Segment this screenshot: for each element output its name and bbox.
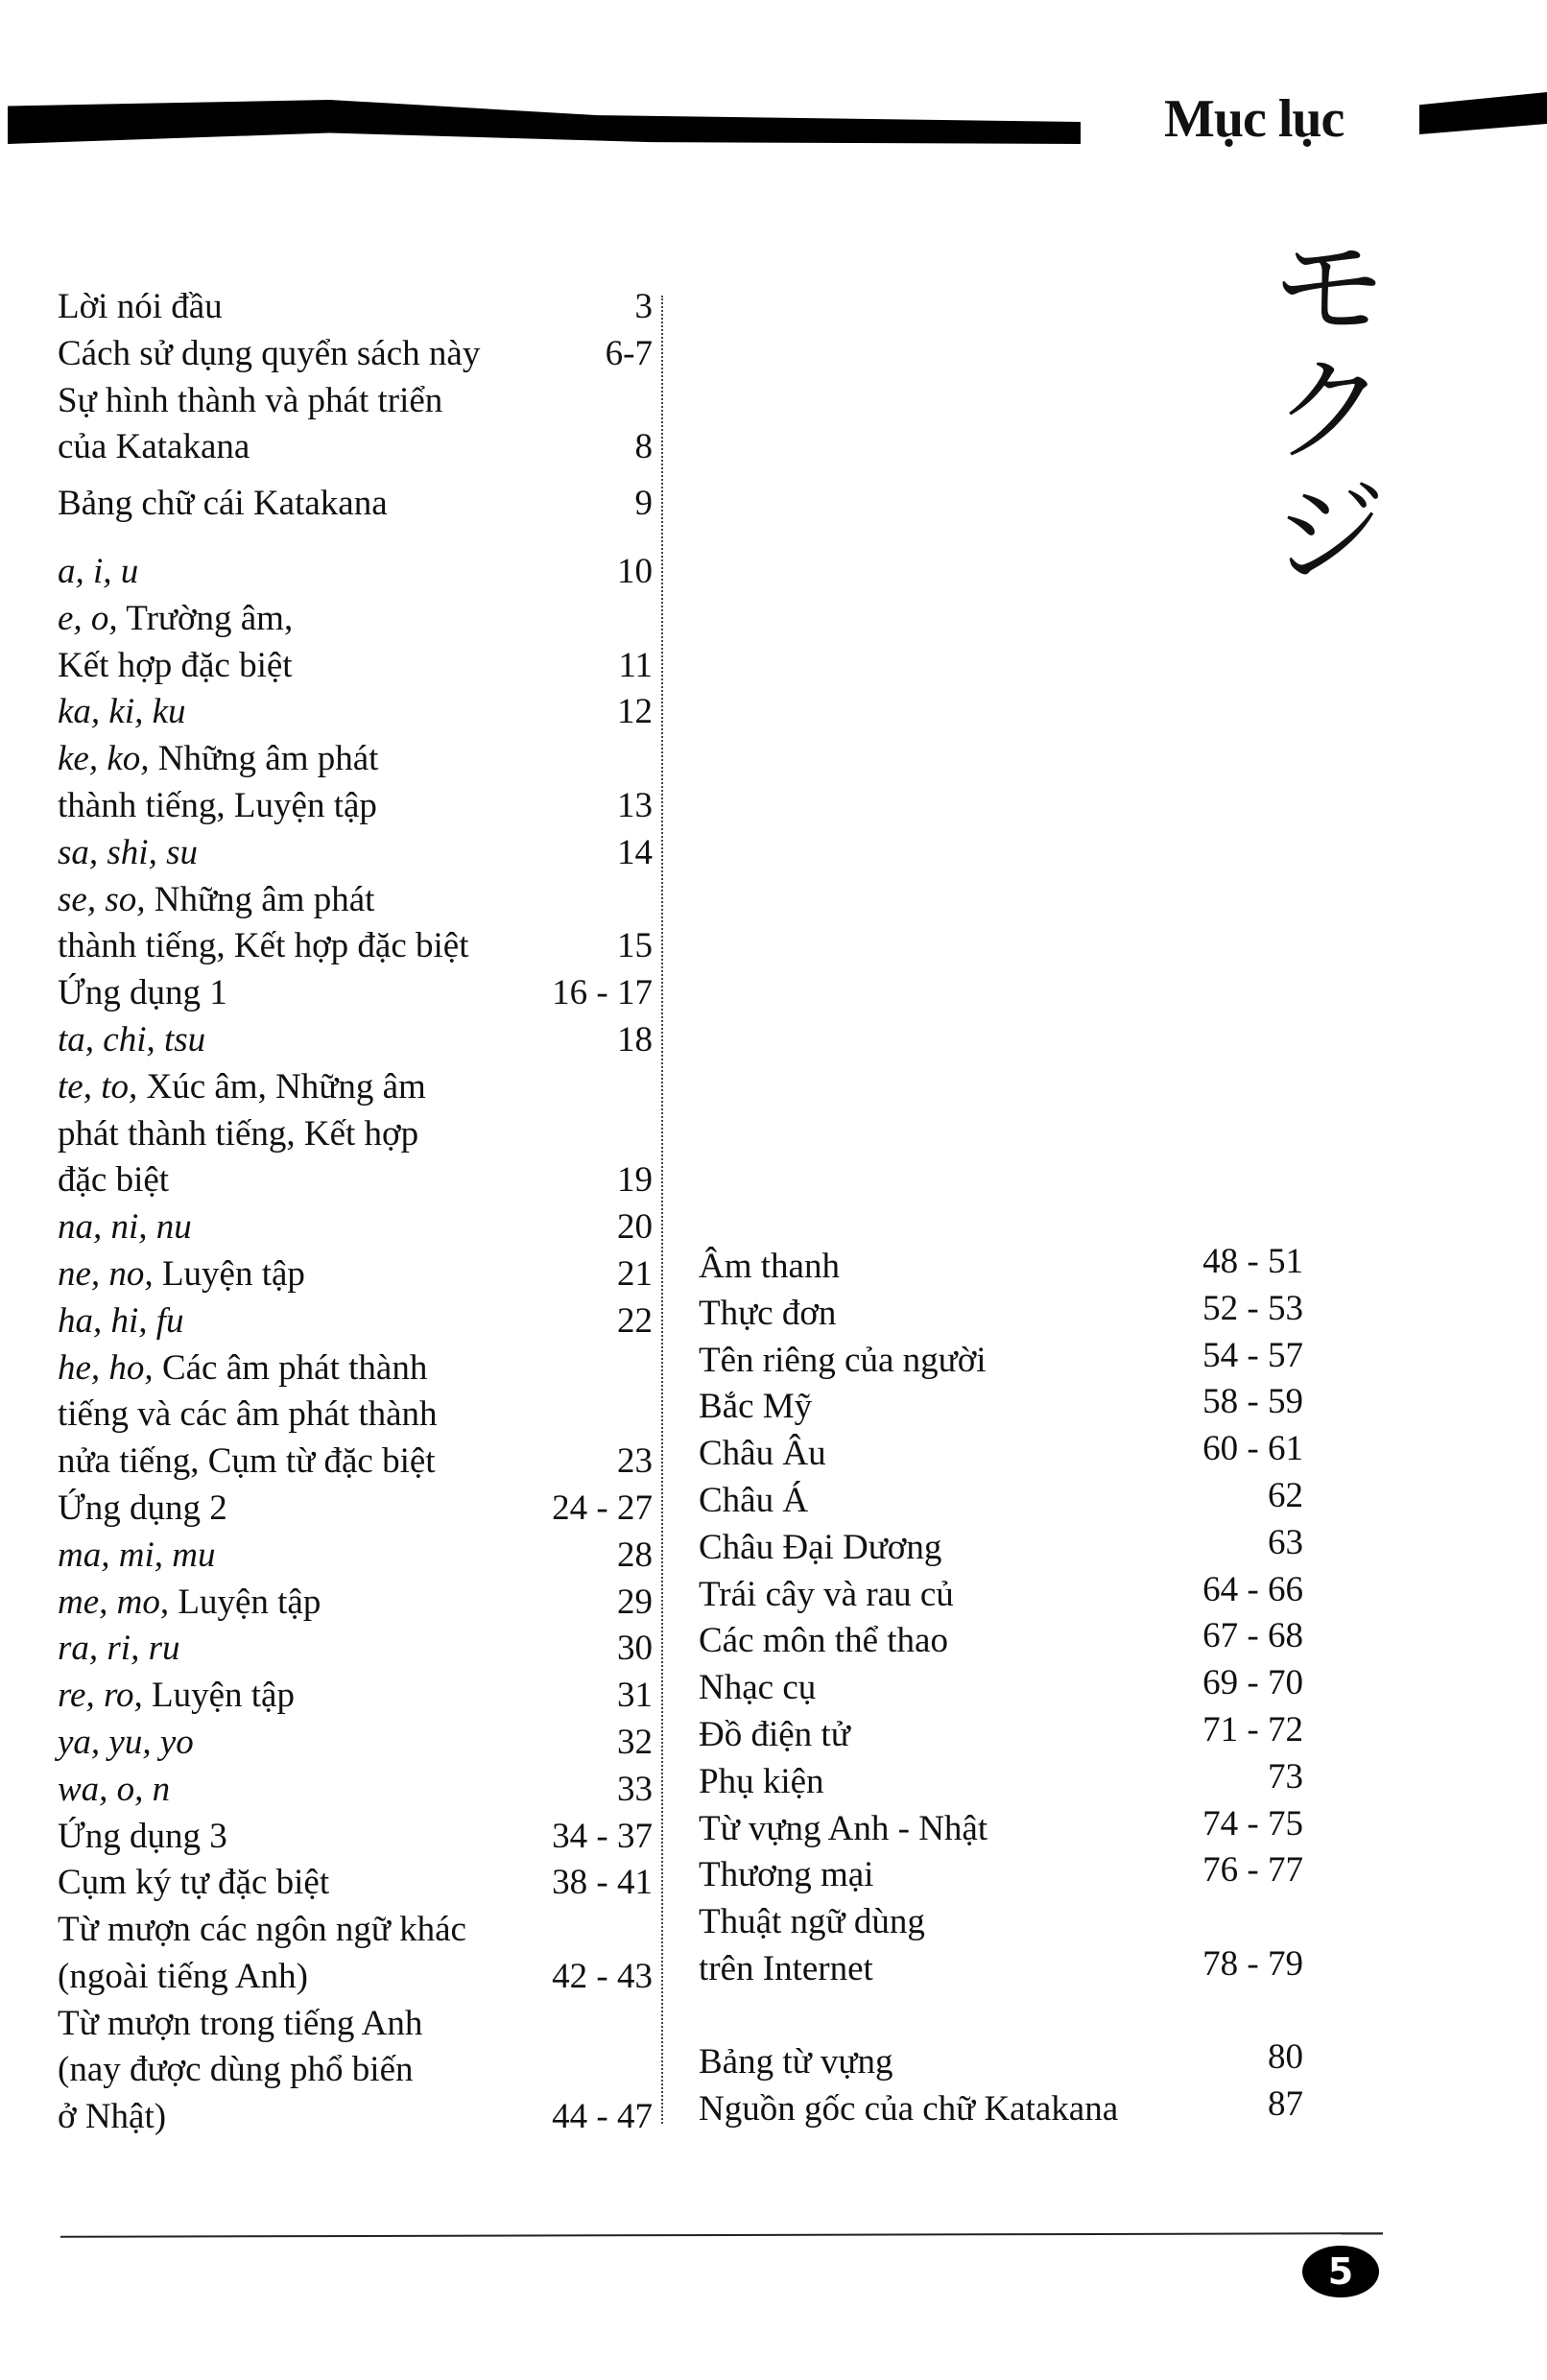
toc-entry	[699, 1618, 1303, 1665]
toc-entry-title: (ngoài tiếng Anh)	[58, 1956, 309, 1996]
toc-entry-title: Xúc âm, Những âm	[137, 1066, 426, 1107]
toc-entry-title: của Katakana	[58, 427, 250, 467]
toc-entry	[58, 830, 653, 877]
toc-entry-title: Những âm phát	[149, 739, 379, 779]
toc-entry-page: 11	[618, 645, 653, 685]
toc-entry-title: Luyện tập	[142, 1676, 295, 1716]
toc-entry-page: 20	[617, 1207, 653, 1248]
toc-entry-page: 73	[1268, 1756, 1303, 1797]
toc-entry-page: 87	[1268, 2083, 1303, 2124]
toc-entry-title: ở Nhật)	[58, 2097, 167, 2137]
toc-entry-title: nửa tiếng, Cụm từ đặc biệt	[58, 1441, 436, 1482]
toc-entry-line	[58, 877, 653, 924]
toc-entry-title: Nhạc cụ	[699, 1668, 817, 1708]
toc-entry-title: trên Internet	[699, 1948, 873, 1988]
toc-entry	[699, 1335, 1303, 1385]
toc-entry	[699, 1244, 1303, 1291]
toc-entry-page: 19	[617, 1160, 653, 1201]
toc-entry	[699, 1709, 1303, 1759]
toc-entry	[699, 1665, 1303, 1712]
toc-entry-page: 54 - 57	[1202, 1335, 1303, 1375]
toc-entry-title: Lời nói đầu	[58, 287, 223, 326]
toc-right-column	[699, 1244, 1303, 2132]
toc-entry-line	[699, 1759, 1303, 1806]
toc-entry-page: 32	[617, 1722, 653, 1762]
toc-entry-title: tiếng và các âm phát thành	[58, 1394, 438, 1435]
toc-entry-title: Bắc Mỹ	[699, 1387, 813, 1427]
toc-entry-title: Những âm phát	[145, 879, 375, 919]
toc-entry-line	[58, 1157, 653, 1204]
toc-entry-line	[58, 1580, 653, 1627]
toc-entry-page: 78 - 79	[1202, 1943, 1303, 1984]
toc-entry-title: Trường âm,	[117, 598, 294, 638]
toc-entry-romaji: na, ni, nu	[58, 1207, 192, 1248]
toc-entry-title: Luyện tập	[169, 1582, 321, 1622]
toc-entry-line	[58, 424, 653, 471]
toc-entry-title: (nay được dùng phổ biến	[58, 2050, 414, 2090]
toc-entry-romaji: se, so,	[58, 879, 146, 919]
toc-entry-line	[58, 1439, 653, 1486]
toc-entry	[58, 689, 653, 736]
toc-entry	[58, 1017, 653, 1064]
toc-entry	[58, 1720, 653, 1767]
toc-entry-line	[58, 689, 653, 736]
toc-entry-title: Thương mại	[699, 1855, 874, 1895]
toc-entry-line	[58, 2047, 653, 2094]
toc-entry	[58, 1907, 653, 2001]
toc-entry	[699, 1431, 1303, 1478]
toc-entry-title: Ứng dụng 3	[58, 1816, 227, 1856]
toc-entry-page: 63	[1268, 1522, 1303, 1562]
toc-entry-page: 60 - 61	[1202, 1429, 1303, 1469]
toc-entry-line	[58, 549, 653, 596]
toc-entry	[58, 331, 653, 378]
toc-entry-line	[699, 2086, 1303, 2133]
toc-entry-page: 9	[634, 484, 653, 524]
toc-entry-page: 44 - 47	[552, 2097, 653, 2137]
toc-entry-line	[58, 1392, 653, 1439]
footer-rule	[60, 2232, 1383, 2238]
toc-entry-title: đặc biệt	[58, 1160, 170, 1201]
toc-entry-title: Các môn thể thao	[699, 1621, 948, 1661]
toc-entry-line	[699, 1478, 1303, 1525]
toc-entry-page: 22	[617, 1300, 653, 1341]
header-bar-right	[1419, 92, 1547, 134]
toc-entry-page: 42 - 43	[552, 1956, 653, 1996]
toc-entry	[58, 284, 653, 331]
toc-entry-title: phát thành tiếng, Kết hợp	[58, 1113, 419, 1154]
toc-entry-line	[58, 1720, 653, 1767]
toc-entry-page: 52 - 53	[1202, 1288, 1303, 1328]
toc-entry-page: 24 - 27	[552, 1488, 653, 1528]
toc-entry-title: Từ mượn các ngôn ngữ khác	[58, 1910, 466, 1950]
toc-entry-page: 14	[617, 832, 653, 872]
toc-entry-title: Phụ kiện	[699, 1761, 824, 1801]
toc-entry-line	[58, 923, 653, 970]
toc-entry-title: thành tiếng, Luyện tập	[58, 785, 377, 825]
toc-entry-title: Đồ điện tử	[699, 1714, 850, 1754]
toc-entry-title: Nguồn gốc của chữ Katakana	[699, 2088, 1119, 2129]
toc-entry-page: 58 - 59	[1202, 1382, 1303, 1422]
toc-entry	[58, 1673, 653, 1720]
toc-entry-line	[58, 284, 653, 331]
toc-entry	[58, 481, 653, 528]
page-title: Mục lục	[1164, 89, 1345, 149]
toc-entry-title: Thực đơn	[699, 1293, 837, 1333]
toc-entry-line	[699, 1899, 1303, 1946]
toc-entry	[699, 1803, 1303, 1853]
toc-entry	[699, 1288, 1303, 1338]
column-divider	[661, 296, 663, 2124]
toc-entry-title: Bảng chữ cái Katakana	[58, 484, 388, 524]
toc-entry-line	[58, 2001, 653, 2048]
toc-entry-line	[699, 1525, 1303, 1572]
toc-entry-romaji: sa, shi, su	[58, 832, 198, 872]
toc-entry	[58, 1345, 653, 1486]
toc-left-column	[58, 284, 653, 2141]
toc-entry-line	[58, 783, 653, 830]
toc-entry-title: Châu Âu	[699, 1434, 826, 1474]
toc-entry-line	[58, 1298, 653, 1345]
toc-entry-line	[58, 1907, 653, 1954]
toc-entry	[58, 2001, 653, 2141]
toc-entry	[58, 1204, 653, 1251]
toc-entry-title: Ứng dụng 1	[58, 973, 227, 1013]
toc-entry-line	[58, 1345, 653, 1392]
toc-entry	[58, 736, 653, 830]
toc-entry	[58, 970, 653, 1017]
toc-entry-page: 3	[634, 287, 653, 326]
toc-entry-page: 38 - 41	[552, 1863, 653, 1903]
toc-entry-title: Cách sử dụng quyển sách này	[58, 333, 481, 373]
toc-entry	[58, 1064, 653, 1204]
toc-entry	[699, 1384, 1303, 1431]
toc-entry-title: Âm thanh	[699, 1247, 840, 1286]
toc-entry-title: Từ mượn trong tiếng Anh	[58, 2003, 423, 2043]
toc-entry-title: Trái cây và rau củ	[699, 1574, 954, 1614]
toc-entry-page: 64 - 66	[1202, 1569, 1303, 1609]
toc-entry-page: 16 - 17	[552, 973, 653, 1013]
toc-entry-title: Từ vựng Anh - Nhật	[699, 1808, 988, 1848]
toc-entry-romaji: ka, ki, ku	[58, 692, 186, 732]
toc-entry-title: Luyện tập	[153, 1253, 305, 1294]
toc-entry	[58, 1626, 653, 1673]
toc-entry-page: 15	[617, 926, 653, 966]
toc-entry-title: Ứng dụng 2	[58, 1488, 227, 1528]
toc-entry-page: 74 - 75	[1202, 1803, 1303, 1844]
katakana-title	[1267, 222, 1392, 600]
toc-entry-page: 8	[634, 427, 653, 467]
toc-entry-title: Thuật ngữ dùng	[699, 1902, 925, 1942]
toc-entry-line	[699, 2039, 1303, 2086]
toc-entry-page: 6-7	[605, 333, 653, 373]
toc-entry-page: 34 - 37	[552, 1816, 653, 1856]
toc-entry-line	[58, 1626, 653, 1673]
toc-entry-romaji: me, mo,	[58, 1582, 170, 1622]
toc-entry-line	[58, 1533, 653, 1580]
toc-entry-page: 30	[617, 1629, 653, 1669]
toc-entry-title: Châu Đại Dương	[699, 1527, 942, 1567]
toc-entry-line	[58, 1111, 653, 1158]
toc-entry-page: 62	[1268, 1475, 1303, 1515]
toc-entry	[699, 1756, 1303, 1806]
toc-entry-page: 12	[617, 692, 653, 732]
toc-entry-title: Châu Á	[699, 1480, 809, 1520]
toc-entry-romaji: ke, ko,	[58, 739, 150, 779]
toc-entry-page: 21	[617, 1253, 653, 1294]
toc-entry-line	[58, 481, 653, 528]
toc-entry-line	[58, 596, 653, 643]
toc-entry	[58, 596, 653, 690]
toc-entry-line	[58, 1204, 653, 1251]
toc-entry-title: Các âm phát thành	[153, 1347, 428, 1388]
toc-entry	[699, 2036, 1303, 2086]
toc-entry	[58, 877, 653, 971]
toc-entry-page: 48 - 51	[1202, 1242, 1303, 1281]
toc-entry-page: 69 - 70	[1202, 1663, 1303, 1703]
toc-entry	[699, 2083, 1303, 2133]
toc-entry	[699, 1475, 1303, 1525]
toc-entry-romaji: ra, ri, ru	[58, 1629, 180, 1669]
toc-entry-romaji: re, ro,	[58, 1676, 143, 1716]
toc-entry-page: 13	[617, 785, 653, 825]
toc-entry-line	[58, 1673, 653, 1720]
toc-entry	[699, 1522, 1303, 1572]
toc-entry-line	[58, 830, 653, 877]
toc-entry-romaji: te, to,	[58, 1066, 138, 1107]
toc-entry-romaji: wa, o, n	[58, 1769, 171, 1809]
toc-entry-line	[58, 1251, 653, 1298]
toc-entry-romaji: ma, mi, mu	[58, 1535, 216, 1575]
toc-entry-page: 67 - 68	[1202, 1616, 1303, 1656]
toc-entry	[58, 1298, 653, 1345]
toc-entry-page: 18	[617, 1019, 653, 1059]
toc-entry-page: 71 - 72	[1202, 1709, 1303, 1749]
toc-entry-page: 80	[1268, 2036, 1303, 2077]
toc-entry-page: 76 - 77	[1202, 1850, 1303, 1891]
toc-entry	[699, 1852, 1303, 1899]
toc-entry-title: thành tiếng, Kết hợp đặc biệt	[58, 926, 469, 966]
toc-entry-romaji: ha, hi, fu	[58, 1300, 184, 1341]
toc-entry-line	[58, 736, 653, 783]
katakana-mo: モ	[1272, 222, 1386, 354]
toc-entry-title: Sự hình thành và phát triển	[58, 380, 443, 420]
toc-entry	[58, 549, 653, 596]
toc-entry-line	[58, 1064, 653, 1111]
page-number-badge: 5	[1302, 2246, 1379, 2297]
toc-entry	[699, 1899, 1303, 1993]
toc-entry	[58, 1767, 653, 1814]
katakana-ji: ジ	[1272, 467, 1386, 600]
toc-entry-page: 23	[617, 1441, 653, 1482]
toc-entry-romaji: e, o,	[58, 598, 118, 638]
toc-entry	[58, 1251, 653, 1298]
toc-entry-page: 33	[617, 1769, 653, 1809]
toc-entry-title: Bảng từ vựng	[699, 2041, 893, 2082]
toc-entry	[58, 1814, 653, 1861]
header-bar-left	[8, 100, 1081, 144]
toc-entry-romaji: ta, chi, tsu	[58, 1019, 206, 1059]
toc-entry-page: 28	[617, 1535, 653, 1575]
toc-entry-page: 29	[617, 1582, 653, 1622]
toc-entry-title: Kết hợp đặc biệt	[58, 645, 293, 685]
toc-entry-romaji: a, i, u	[58, 551, 139, 591]
toc-entry-line	[58, 643, 653, 690]
toc-entry-line	[58, 331, 653, 378]
toc-entry-page: 31	[617, 1676, 653, 1716]
toc-entry-title: Cụm ký tự đặc biệt	[58, 1863, 330, 1903]
toc-entry-romaji: ya, yu, yo	[58, 1722, 194, 1762]
toc-entry-line	[58, 378, 653, 425]
toc-entry-line	[58, 1017, 653, 1064]
toc-entry-romaji: he, ho,	[58, 1347, 154, 1388]
toc-entry	[58, 1486, 653, 1533]
toc-entry-page: 10	[617, 551, 653, 591]
toc-entry	[58, 378, 653, 472]
toc-entry-romaji: ne, no,	[58, 1253, 154, 1294]
toc-entry-title: Tên riêng của người	[699, 1340, 987, 1380]
toc-entry-line	[58, 1767, 653, 1814]
toc-entry	[58, 1533, 653, 1580]
toc-entry	[58, 1580, 653, 1627]
katakana-ku: ク	[1272, 345, 1386, 477]
toc-entry	[699, 1569, 1303, 1619]
toc-entry	[58, 1860, 653, 1907]
